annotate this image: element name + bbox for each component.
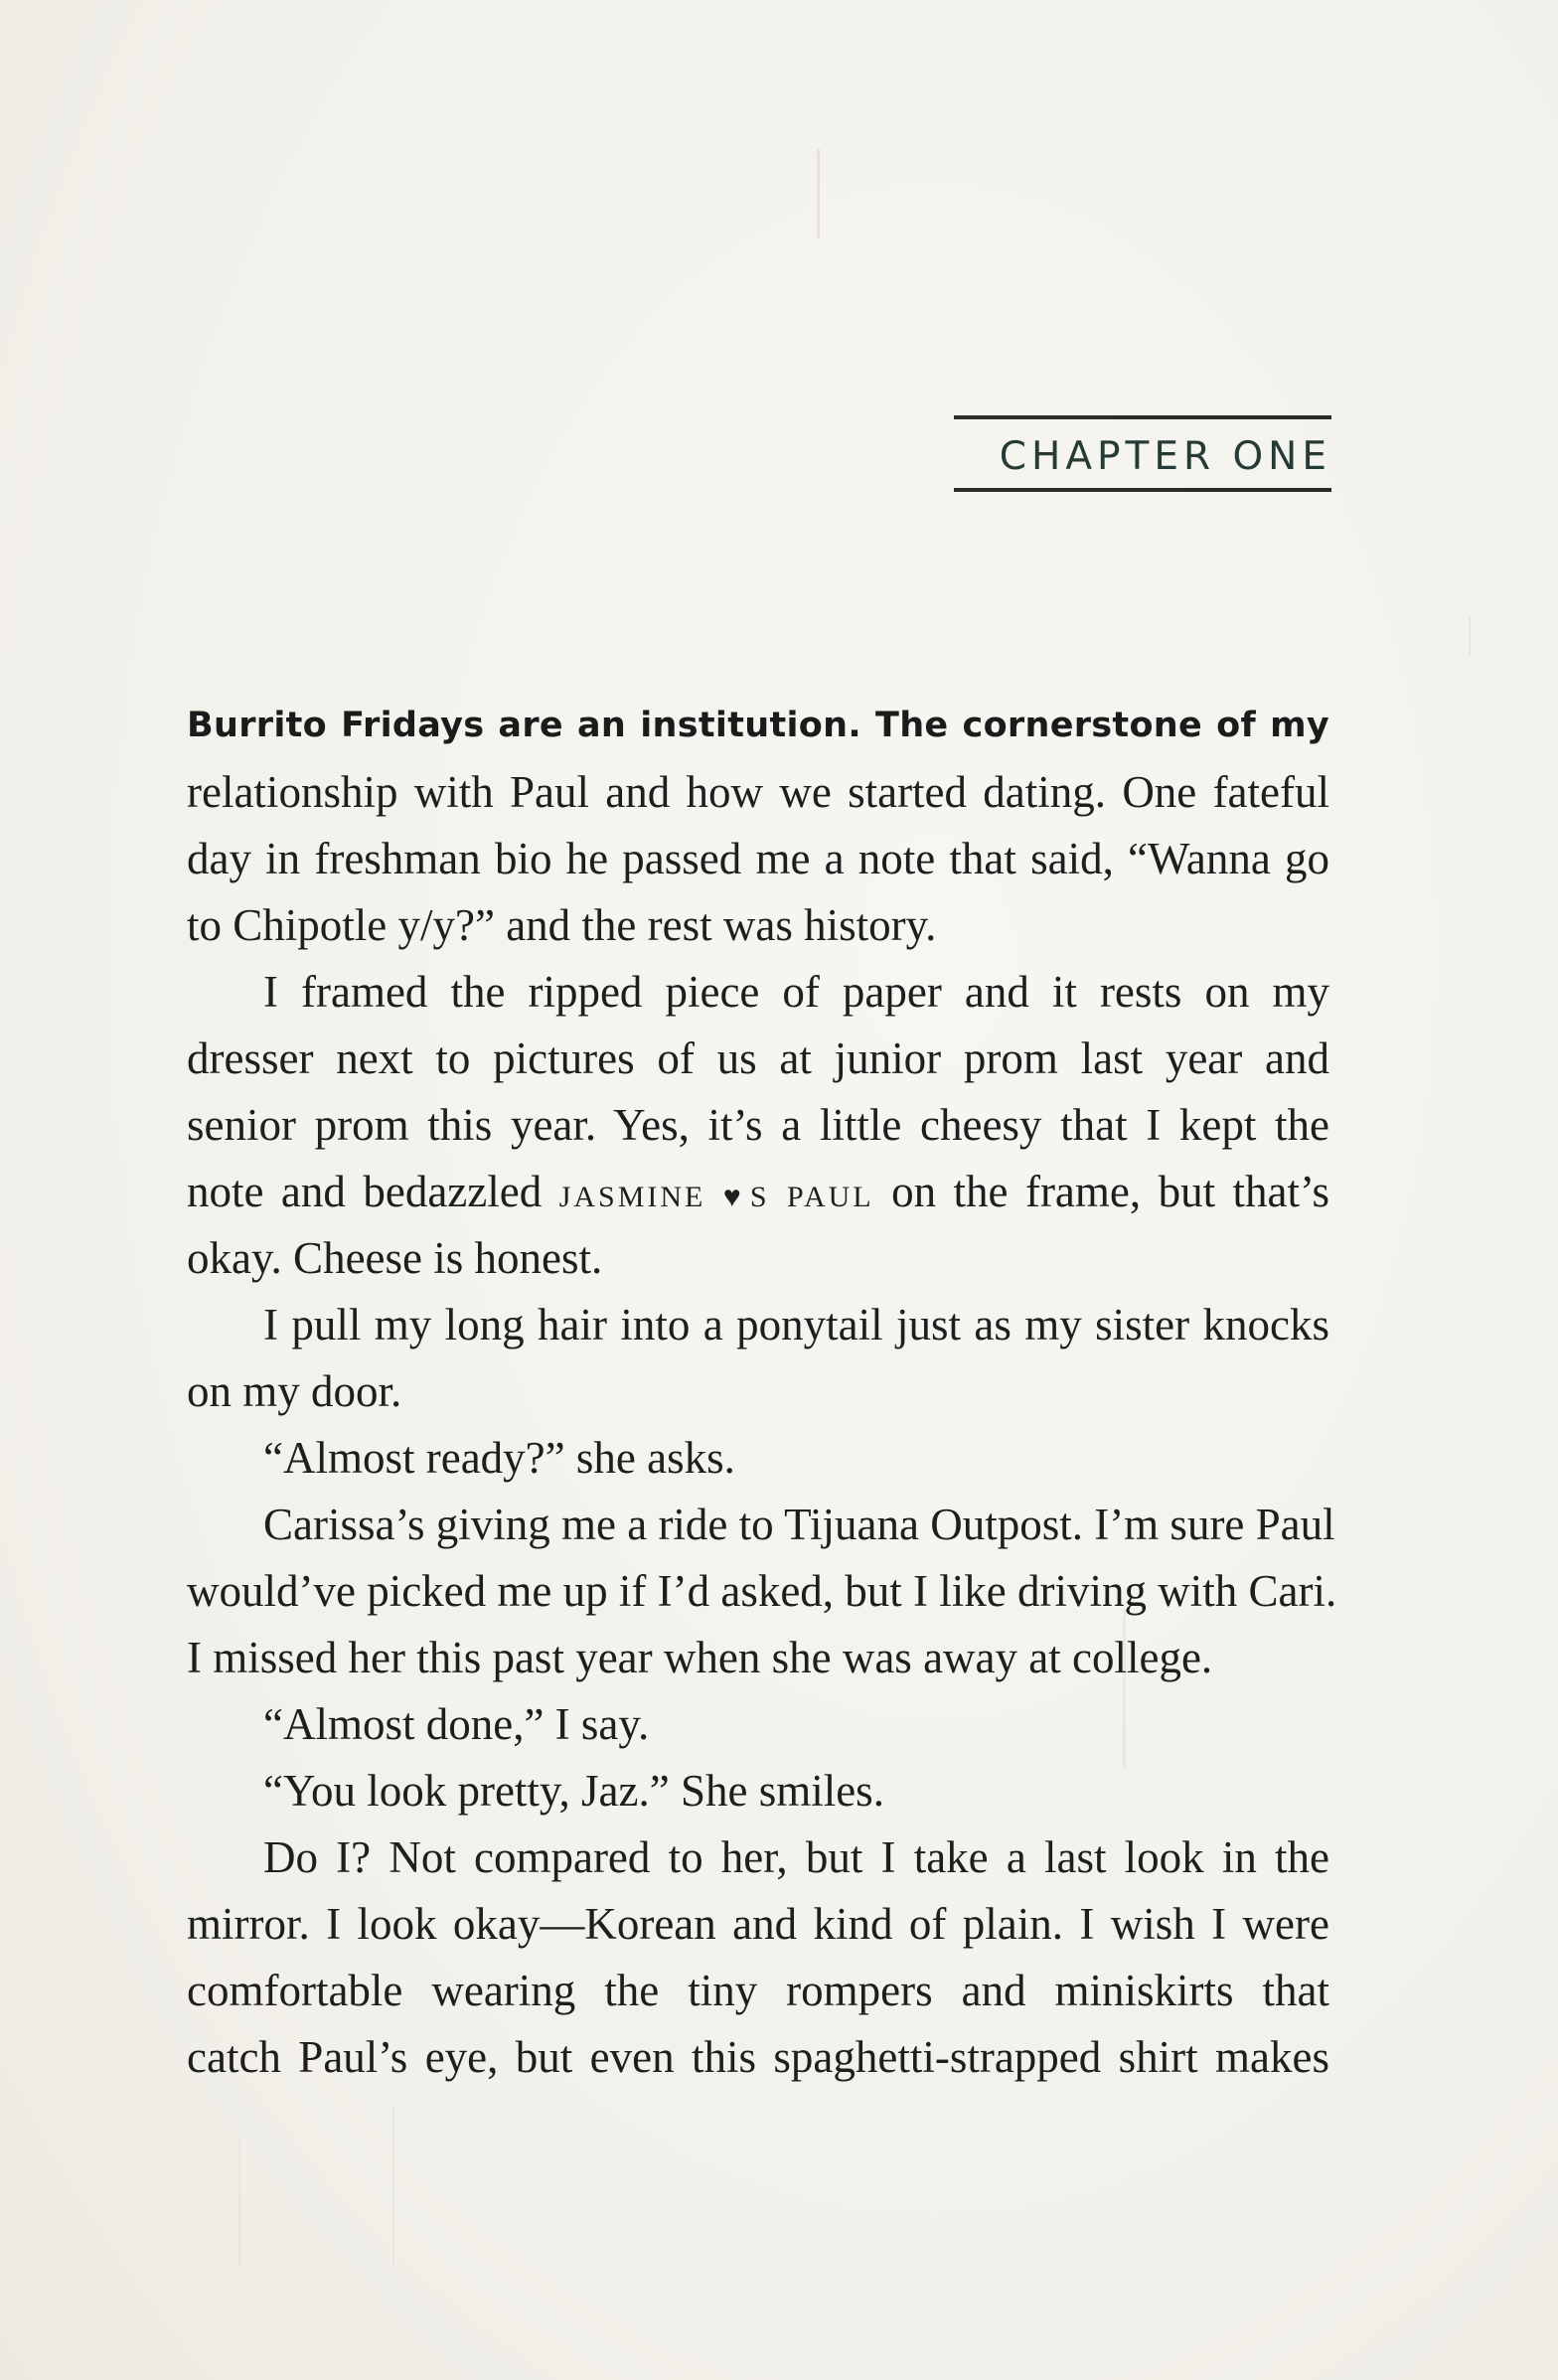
text-line: day in freshman bio he passed me a note that said, “Wanna go	[187, 834, 1329, 883]
text-line: I framed the ripped piece of paper and it rests on my	[263, 967, 1329, 1017]
text-fragment: note and bedazzled	[187, 1167, 559, 1216]
text-line: mirror. I look okay—Korean and kind of plain. I wish I were	[187, 1899, 1329, 1949]
chapter-rule-bottom	[954, 488, 1331, 492]
scan-streak	[392, 2107, 394, 2266]
text-line: “Almost ready?” she asks.	[263, 1433, 735, 1483]
text-line: I pull my long hair into a ponytail just as my sister knocks	[263, 1300, 1329, 1349]
text-fragment: on the frame, but that’s	[873, 1167, 1330, 1216]
text-line: “Almost done,” I say.	[263, 1699, 650, 1749]
text-line: senior prom this year. Yes, it’s a little cheesy that I kept the	[187, 1100, 1329, 1150]
text-line: to Chipotle y/y?” and the rest was history.	[187, 900, 937, 950]
letter-s: S	[749, 1181, 770, 1213]
chapter-title: CHAPTER ONE	[999, 434, 1331, 479]
scan-streak	[1469, 616, 1471, 656]
chapter-heading	[954, 415, 1331, 492]
scan-streak	[238, 2137, 240, 2266]
text-line: dresser next to pictures of us at junior prom last year and	[187, 1033, 1329, 1083]
text-line: okay. Cheese is honest.	[187, 1233, 603, 1283]
text-line: on my door.	[187, 1366, 402, 1416]
name-jasmine: JASMINE	[558, 1181, 706, 1213]
text-line: Do I? Not compared to her, but I take a last look in the	[263, 1832, 1329, 1882]
text-line: I missed her this past year when she was away at college.	[187, 1633, 1213, 1682]
opening-line: Burrito Fridays are an institution. The cornerstone of my	[187, 706, 1329, 745]
text-line: “You look pretty, Jaz.” She smiles.	[263, 1766, 884, 1816]
frame-inscription-line	[187, 1159, 1329, 1225]
scan-streak	[817, 149, 820, 238]
name-paul: PAUL	[787, 1181, 874, 1213]
text-line: Carissa’s giving me a ride to Tijuana Outpost. I’m sure Paul	[263, 1500, 1335, 1549]
body-text	[187, 693, 1337, 2091]
text-line: comfortable wearing the tiny rompers and miniskirts that	[187, 1966, 1329, 2015]
text-line: would’ve picked me up if I’d asked, but I like driving with Cari.	[187, 1566, 1337, 1616]
text-line: catch Paul’s eye, but even this spaghetti-strapped shirt makes	[187, 2032, 1329, 2082]
text-line: relationship with Paul and how we started dating. One fateful	[187, 767, 1329, 817]
heart-icon: ♥	[722, 1181, 750, 1213]
